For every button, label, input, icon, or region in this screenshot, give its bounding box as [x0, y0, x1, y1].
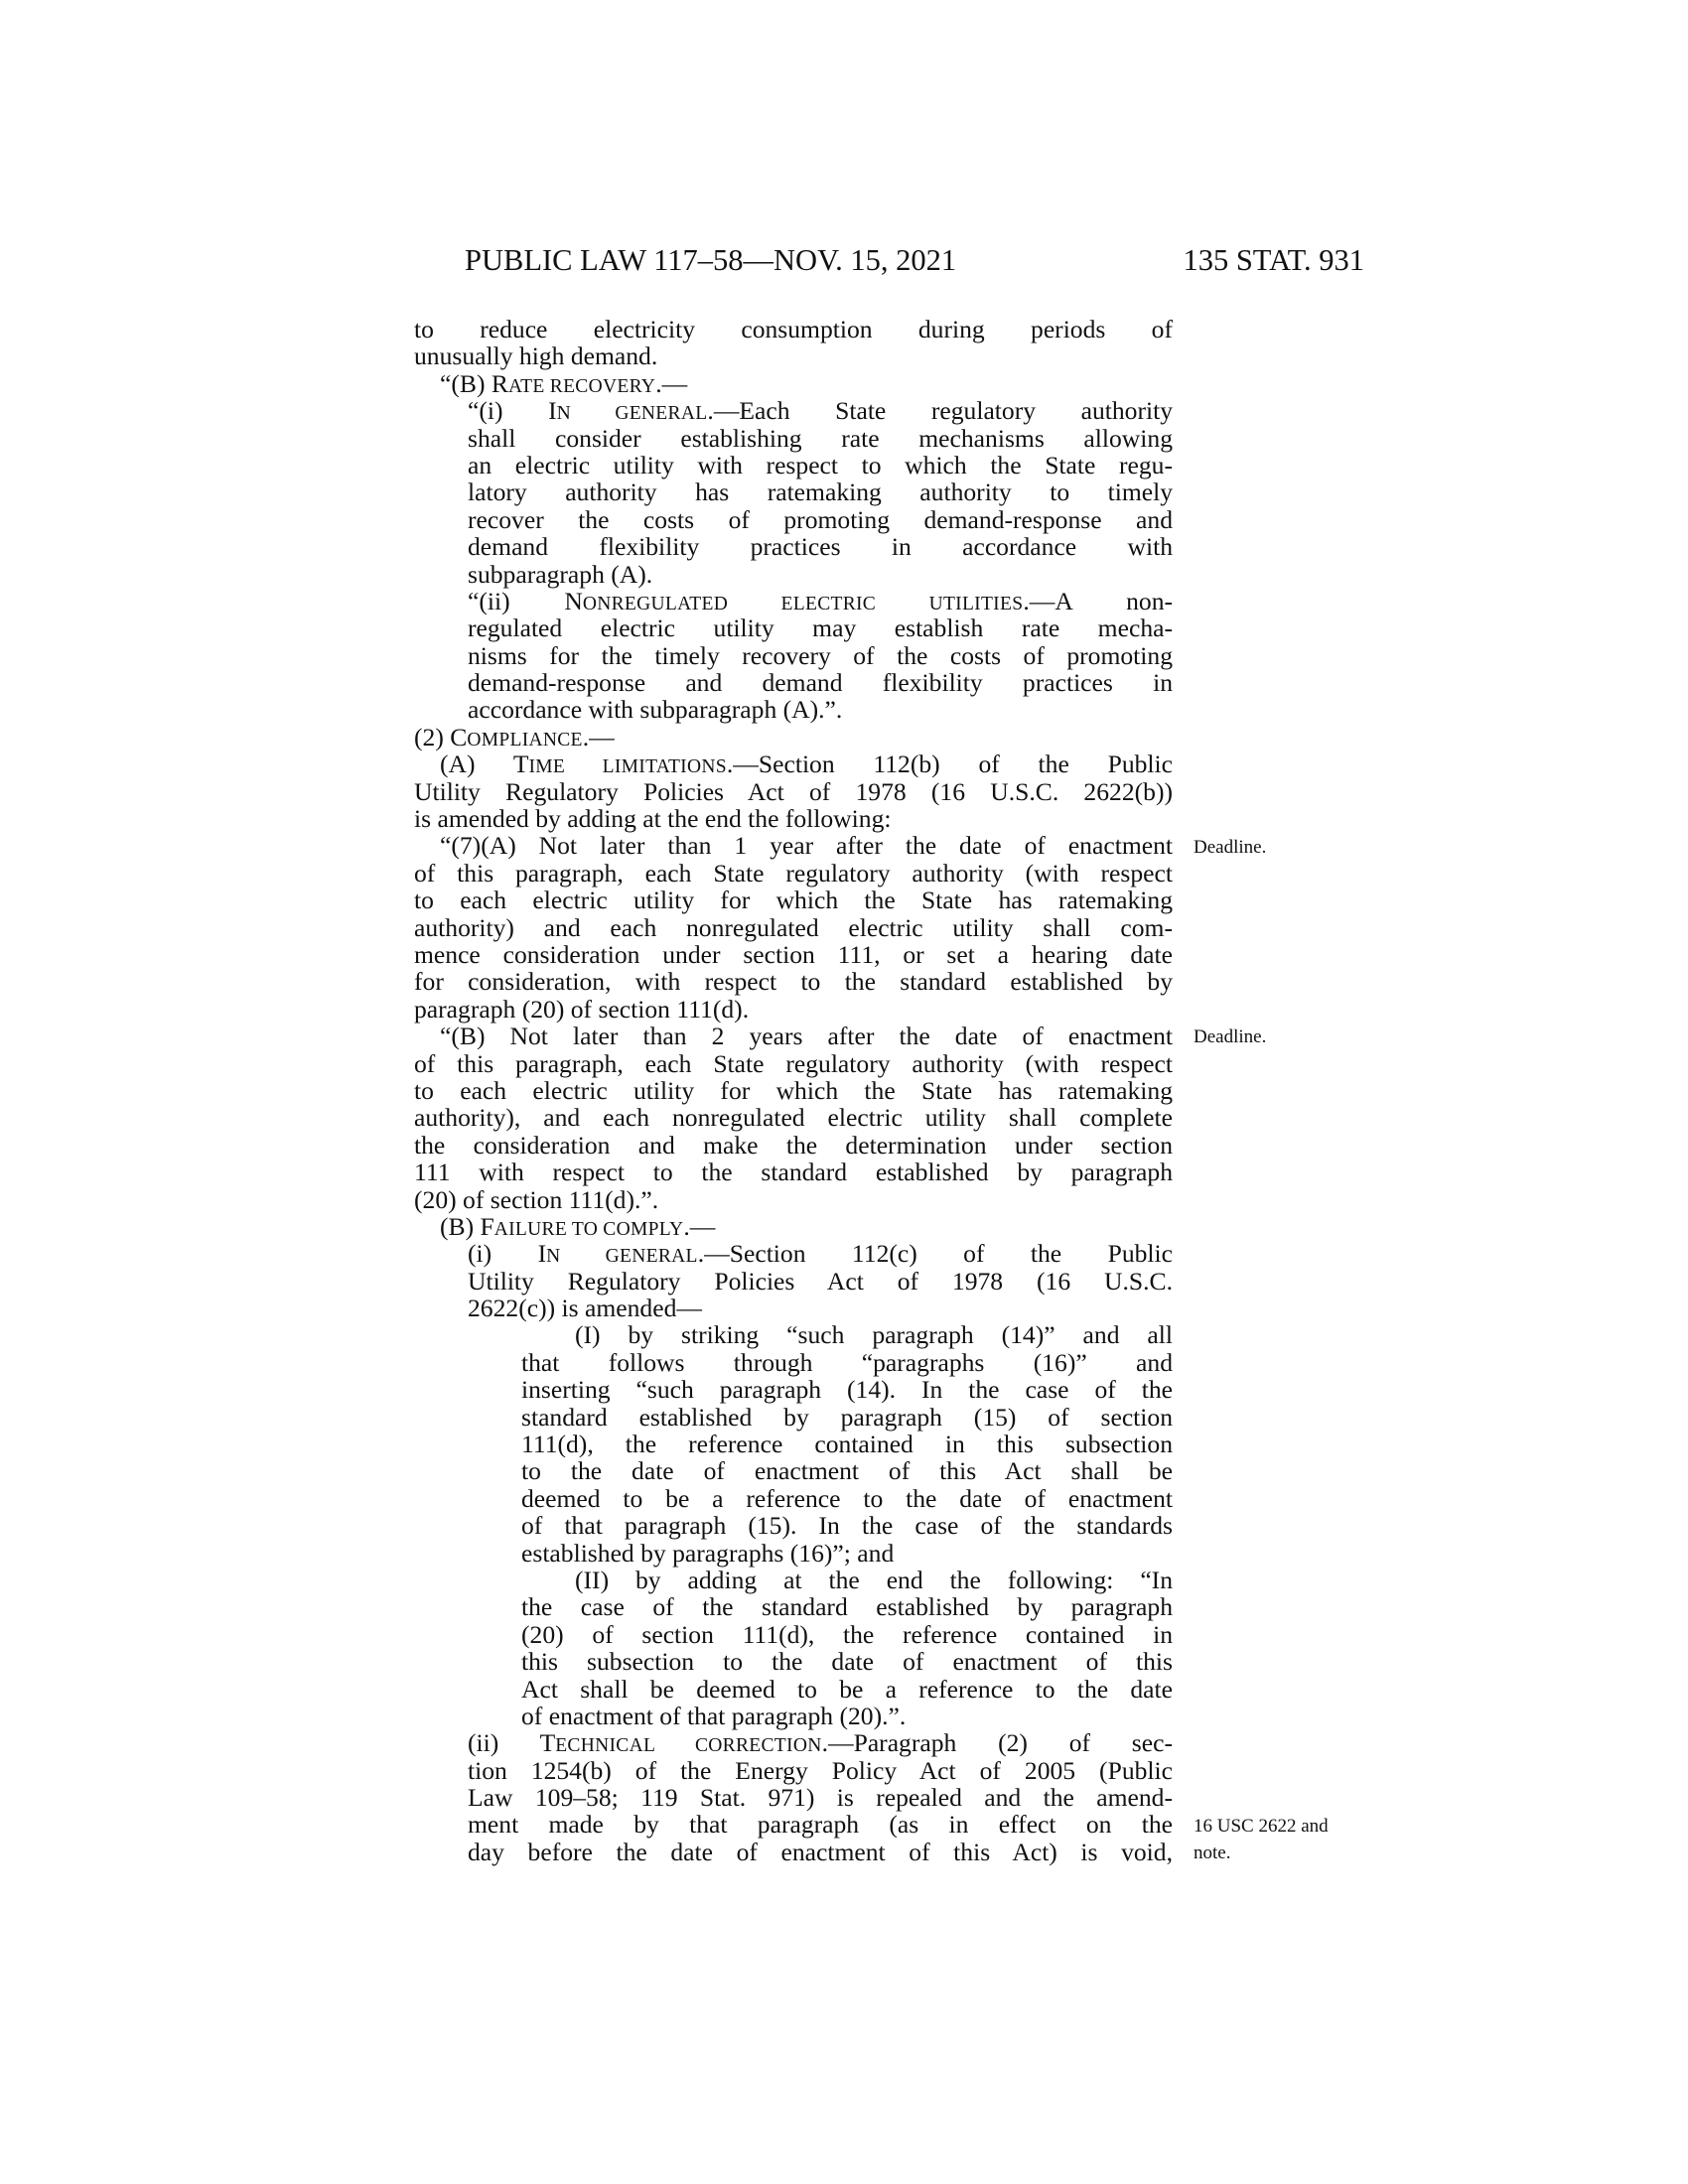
text-line: to each electric utility for which the State has ratemaking [414, 1075, 1173, 1105]
text-line: authority), and each nonregulated electric utility shall complete [414, 1103, 1173, 1133]
text-line: demand flexibility practices in accordance with [468, 532, 1173, 562]
text-line [414, 370, 1173, 397]
text-line: day before the date of enactment of this Act) is void, [468, 1837, 1173, 1866]
text-line: to the date of enactment of this Act shall be [521, 1456, 1173, 1486]
small-caps-heading: IME LIMITATIONS [528, 756, 727, 778]
text-line: mence consideration under section 111, or set a hearing date [414, 939, 1173, 969]
line-prefix: “(ii) N [468, 586, 583, 615]
text-line: (II) by adding at the end the following: “In [575, 1565, 1173, 1594]
small-caps-heading: AILURE TO COMPLY [493, 1218, 684, 1240]
text-line: an electric utility with respect to which the State regu- [468, 450, 1173, 479]
line-prefix: (A) T [440, 750, 529, 779]
text-line: 111(d), the reference contained in this subsection [521, 1430, 1173, 1459]
text-line: (I) by striking “such paragraph (14)” and all [575, 1320, 1173, 1350]
text-line: Utility Regulatory Policies Act of 1978 (16 U.S.C. 2622(b)) [414, 776, 1173, 806]
text-line: 2622(c)) is amended— [468, 1294, 702, 1323]
page-header [465, 240, 1364, 280]
text-line: standard established by paragraph (15) of section [521, 1402, 1173, 1432]
margin-note: 16 USC 2622 and [1194, 1816, 1329, 1837]
small-caps-heading: OMPLIANCE [467, 729, 583, 751]
line-suffix: .—A non- [1023, 586, 1174, 615]
small-caps-heading: N GENERAL [546, 1246, 698, 1268]
text-line: Act shall be deemed to be a reference to the date [521, 1674, 1173, 1704]
text-line: of that paragraph (15). In the case of the standards [521, 1511, 1173, 1541]
text-line: recover the costs of promoting demand-response and [468, 504, 1173, 534]
line-suffix: .— [655, 368, 688, 398]
text-line: 111 with respect to the standard established by paragraph [414, 1158, 1173, 1187]
text-line: authority) and each nonregulated electric utility shall com- [414, 912, 1173, 942]
line-suffix: .—Paragraph (2) of sec- [821, 1728, 1173, 1758]
text-line: deemed to be a reference to the date of enactment [521, 1483, 1173, 1513]
text-line: “(7)(A) Not later than 1 year after the date of enactment [440, 831, 1173, 861]
margin-note: Deadline. [1194, 1026, 1267, 1048]
line-prefix: (B) F [440, 1211, 494, 1241]
text-line: Utility Regulatory Policies Act of 1978 (16 U.S.C. [468, 1266, 1173, 1296]
text-line: “(B) Not later than 2 years after the date of enactment [440, 1022, 1173, 1051]
line-suffix: .—Each State regulatory authority [707, 396, 1173, 426]
text-line: paragraph (20) of section 111(d). [414, 994, 750, 1024]
text-line [414, 397, 1173, 424]
header-stat-page: 135 STAT. 931 [1183, 243, 1364, 277]
text-line: to each electric utility for which the State has ratemaking [414, 886, 1173, 915]
text-line: demand-response and demand flexibility practices in [468, 668, 1173, 698]
small-caps-heading: ONREGULATED ELECTRIC UTILITIES [582, 593, 1024, 614]
line-suffix: .—Section 112(b) of the Public [726, 750, 1173, 779]
text-line: (20) of section 111(d).”. [414, 1184, 659, 1214]
text-line: of this paragraph, each State regulatory authority (with respect [414, 858, 1173, 887]
text-line: the case of the standard established by paragraph [521, 1592, 1173, 1622]
text-line: of this paragraph, each State regulatory authority (with respect [414, 1048, 1173, 1078]
small-caps-heading: N GENERAL [556, 403, 708, 425]
header-public-law: PUBLIC LAW 117–58—NOV. 15, 2021 [465, 243, 957, 277]
text-line: established by paragraphs (16)”; and [521, 1538, 895, 1568]
line-suffix: .— [683, 1211, 716, 1241]
text-line: that follows through “paragraphs (16)” and [521, 1347, 1173, 1377]
line-suffix: .—Section 112(c) of the Public [697, 1239, 1173, 1269]
line-suffix: .— [582, 722, 615, 751]
text-line [414, 1213, 1173, 1240]
line-prefix: (i) I [468, 1239, 547, 1269]
text-line: the consideration and make the determination under section [414, 1130, 1173, 1160]
margin-note: note. [1194, 1843, 1231, 1864]
line-prefix: “(i) I [468, 396, 557, 426]
text-line: tion 1254(b) of the Energy Policy Act of 2005 (Public [468, 1755, 1173, 1785]
small-caps-heading: ATE RECOVERY [507, 375, 656, 397]
text-line: accordance with subparagraph (A).”. [468, 695, 843, 725]
text-line: regulated electric utility may establish rate mecha- [468, 614, 1173, 643]
margin-note: Deadline. [1194, 836, 1267, 858]
text-line: nisms for the timely recovery of the costs of promoting [468, 640, 1173, 670]
text-line: unusually high demand. [414, 341, 658, 371]
text-line [414, 1729, 1173, 1756]
text-line [414, 1240, 1173, 1267]
statute-body [414, 316, 1173, 1865]
text-line: (20) of section 111(d), the reference contained in [521, 1619, 1173, 1649]
text-line: shall consider establishing rate mechanisms allowing [468, 423, 1173, 453]
text-line: to reduce electricity consumption during periods of [414, 315, 1173, 343]
small-caps-heading: ECHNICAL CORRECTION [555, 1735, 822, 1757]
text-line: of enactment of that paragraph (20).”. [521, 1701, 907, 1730]
line-prefix: “(B) R [440, 368, 508, 398]
text-line [414, 724, 1173, 751]
text-line: latory authority has ratemaking authority to timely [468, 478, 1173, 507]
text-line: is amended by adding at the end the following: [414, 804, 892, 834]
text-line: ment made by that paragraph (as in effect on the [468, 1810, 1173, 1840]
text-line [414, 751, 1173, 777]
text-line: Law 109–58; 119 Stat. 971) is repealed and the amend- [468, 1783, 1173, 1813]
text-line: subparagraph (A). [468, 559, 653, 589]
text-line: this subsection to the date of enactment of this [521, 1647, 1173, 1677]
line-prefix: (2) C [414, 722, 468, 751]
line-prefix: (ii) T [468, 1728, 556, 1758]
text-line: inserting “such paragraph (14). In the case of the [521, 1375, 1173, 1405]
text-line: for consideration, with respect to the standard established by [414, 967, 1173, 997]
text-line [414, 588, 1173, 614]
